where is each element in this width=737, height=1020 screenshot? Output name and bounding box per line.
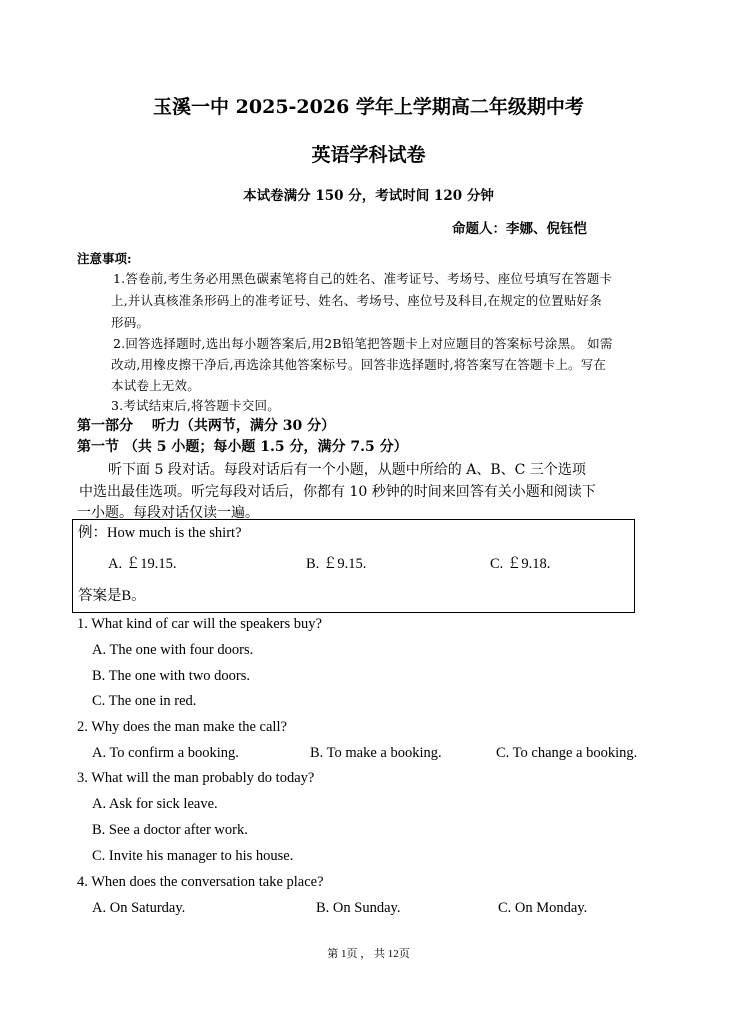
- question-3-stem: 3. What will the man probably do today?: [77, 770, 315, 786]
- part-title: 第一部分 听力（共两节，满分 30 分）: [77, 418, 336, 434]
- authors: 命题人：李娜、倪钰恺: [452, 221, 587, 237]
- question-4-option-b: B. On Sunday.: [316, 900, 401, 916]
- notice-item-1-line-1: 1.答卷前,考生务必用黑色碳素笔将自己的姓名、准考证号、考场号、座位号填写在答题卡: [113, 271, 613, 286]
- notice-item-2-line-1: 2.回答选择题时,选出每小题答案后,用2B铅笔把答题卡上对应题目的答案标号涂黑。 如需: [113, 336, 613, 351]
- question-3-option-c: C. Invite his manager to his house.: [92, 848, 294, 864]
- question-4-stem: 4. When does the conversation take place?: [77, 874, 324, 890]
- notice-item-1-line-2: 上,并认真核准条形码上的准考证号、姓名、考场号、座位号及科目,在规定的位置贴好条: [111, 293, 602, 308]
- page-number: 第 1页 ， 共 12页: [327, 948, 410, 960]
- exam-info: 本试卷满分 150 分，考试时间 120 分钟: [243, 188, 494, 204]
- question-4-option-a: A. On Saturday.: [92, 900, 186, 916]
- example-option-b: B. ￡9.15.: [306, 556, 367, 572]
- example-option-c: C. ￡9.18.: [490, 556, 551, 572]
- example-answer: 答案是B。: [78, 588, 146, 604]
- question-3-option-a: A. Ask for sick leave.: [92, 796, 218, 812]
- exam-title: 玉溪一中 2025-2026 学年上学期高二年级期中考: [153, 96, 584, 118]
- instructions-line-2: 中选出最佳选项。听完每段对话后，你都有 10 秒钟的时间来回答有关小题和阅读下: [79, 484, 596, 500]
- question-2-stem: 2. Why does the man make the call?: [77, 719, 287, 735]
- example-question: 例：How much is the shirt?: [78, 525, 242, 541]
- notice-item-1-line-3: 形码。: [111, 315, 150, 330]
- question-1-option-c: C. The one in red.: [92, 693, 197, 709]
- instructions-line-3: 一小题。每段对话仅读一遍。: [77, 505, 259, 521]
- subject-title: 英语学科试卷: [311, 144, 426, 166]
- question-4-option-c: C. On Monday.: [498, 900, 588, 916]
- question-3-option-b: B. See a doctor after work.: [92, 822, 248, 838]
- notice-item-3: 3.考试结束后,将答题卡交回。: [111, 398, 280, 413]
- question-2-option-a: A. To confirm a booking.: [92, 745, 239, 761]
- notice-item-2-line-3: 本试卷上无效。: [111, 378, 200, 393]
- notice-item-2-line-2: 改动,用橡皮擦干净后,再选涂其他答案标号。回答非选择题时,将答案写在答题卡上。写在: [111, 357, 607, 372]
- subsection-title: 第一节 （共 5 小题；每小题 1.5 分，满分 7.5 分）: [77, 439, 408, 455]
- instructions-line-1: 听下面 5 段对话。每段对话后有一个小题，从题中所给的 A、B、C 三个选项: [108, 462, 586, 478]
- question-2-option-b: B. To make a booking.: [310, 745, 442, 761]
- example-option-a: A. ￡19.15.: [108, 556, 177, 572]
- notice-heading: 注意事项:: [77, 251, 132, 266]
- question-1-option-b: B. The one with two doors.: [92, 668, 251, 684]
- question-2-option-c: C. To change a booking.: [496, 745, 638, 761]
- question-1-option-a: A. The one with four doors.: [92, 642, 254, 658]
- question-1-stem: 1. What kind of car will the speakers buy?: [77, 616, 322, 632]
